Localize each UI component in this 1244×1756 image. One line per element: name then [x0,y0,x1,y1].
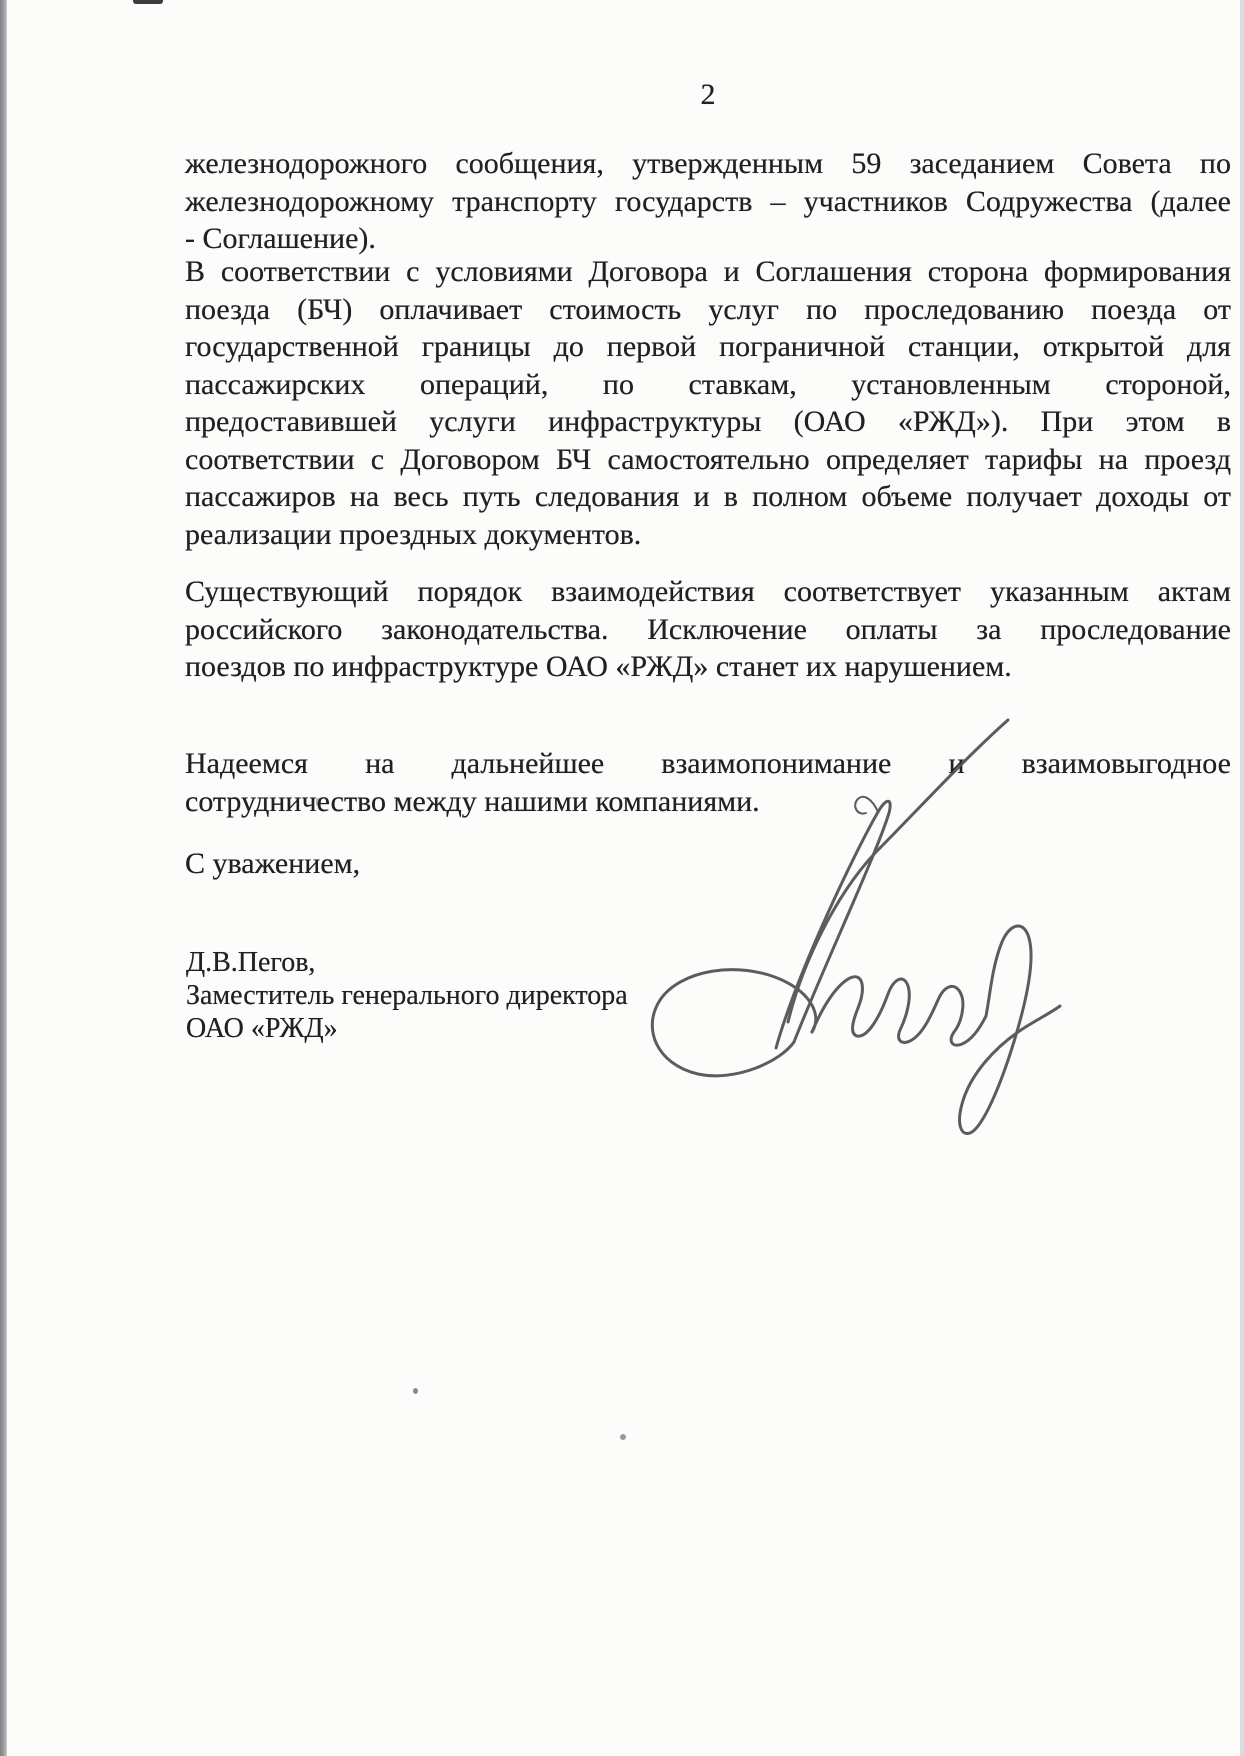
text-line: поездов по инфраструктуре ОАО «РЖД» станет их нарушением. [185,650,1012,683]
signer-name: Д.В.Пегов, [186,947,316,978]
text-line: пассажирских операций, по ставкам, установленным стороной, [185,367,1231,401]
text-line: российского законодательства. Исключение оплаты за проследование [185,612,1231,646]
signer-title: Заместитель генерального директора [186,980,628,1011]
text-line: В соответствии с условиями Договора и Соглашения сторона формирования [185,255,1231,288]
closing-salutation: С уважением, [185,847,361,880]
text-line: железнодорожного сообщения, утвержденным 59 заседанием Совета по [185,147,1231,180]
text-line: железнодорожному транспорту государств – участников Содружества (далее [185,184,1231,218]
page-number: 2 [700,78,716,111]
signature-humps-stroke [812,977,986,1045]
text-line: соответствии с Договором БЧ самостоятельно определяет тарифы на проезд [185,442,1231,476]
text-line: Надеемся на дальнейшее взаимопонимание и взаимовыгодное [185,747,1231,780]
text-line: предоставившей услуги инфраструктуры (ОАО «РЖД»). При этом в [185,405,1231,438]
text-line: поезда (БЧ) оплачивает стоимость услуг по проследованию поезда от [185,292,1231,326]
scan-speck [620,1434,626,1440]
text-line: пассажиров на весь путь следования и в полном объеме получает доходы от [185,480,1231,513]
scan-edge-left-bar [0,0,7,1756]
body-paragraph [185,253,1231,553]
body-paragraph [185,573,1231,686]
handwritten-signature [560,680,1140,1160]
body-paragraph [185,145,1231,258]
signature-loop-stroke [776,801,890,1048]
text-line: Существующий порядок взаимодействия соответствует указанным актам [185,575,1231,608]
scan-smudge-top [133,0,163,4]
text-line: государственной границы до первой пограничной станции, открытой для [185,330,1231,363]
text-line: сотрудничество между нашими компаниями. [185,784,760,818]
signature-oval-stroke [652,970,815,1076]
signature-peak-curl [855,797,878,814]
text-line: - Соглашение). [185,222,376,255]
signer-company: ОАО «РЖД» [186,1013,338,1044]
signature-flourish-stroke [960,926,1060,1134]
text-line: реализации проездных документов. [185,517,642,551]
scan-speck [413,1388,418,1394]
scan-edge-right-line [1240,0,1244,1756]
